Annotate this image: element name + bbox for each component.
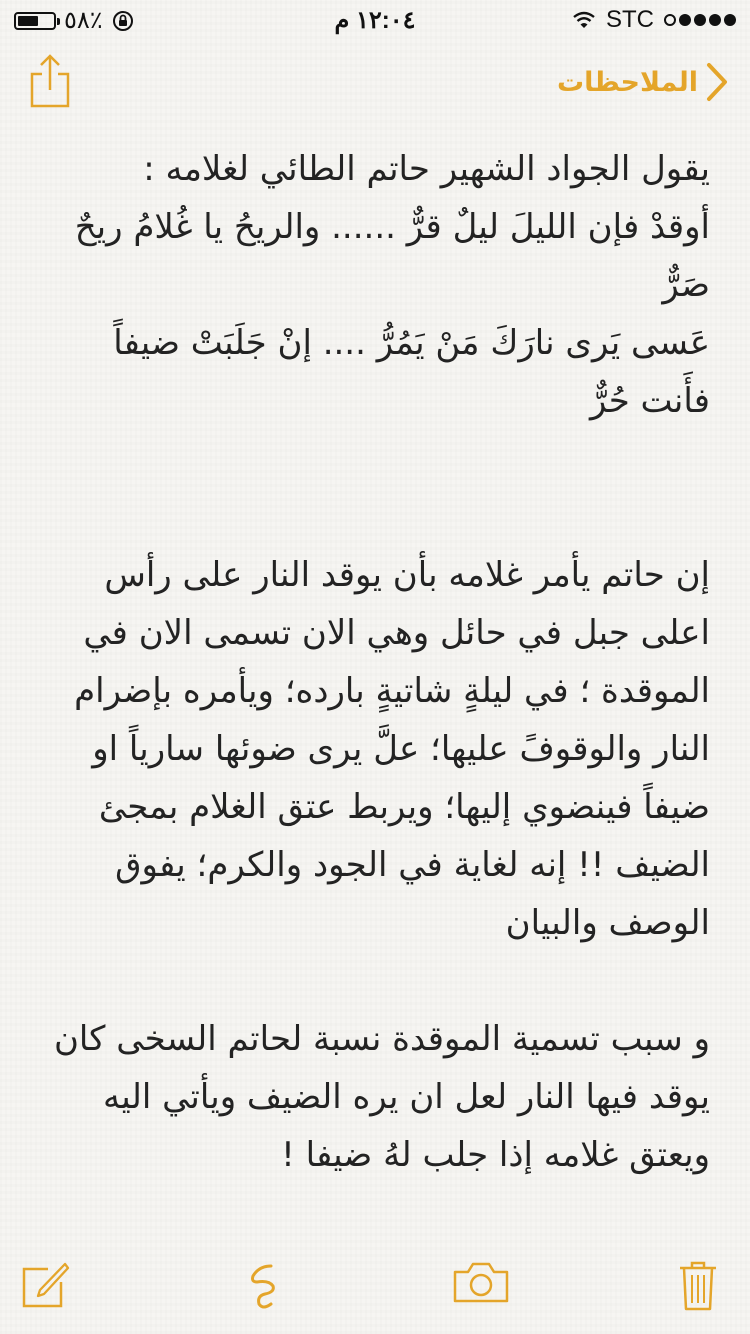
paragraph-2: و سبب تسمية الموقدة نسبة لحاتم السخى كان يوقد فيها النار لعل ان يره الضيف ويأتي اليه ويعتق غلامه إذا جلب لهُ ضيفا ! bbox=[53, 1019, 710, 1175]
back-button[interactable] bbox=[557, 62, 728, 102]
trash-icon bbox=[678, 1260, 718, 1312]
carrier-signal bbox=[572, 6, 736, 34]
sketch-icon bbox=[245, 1260, 285, 1312]
paragraph-1: إن حاتم يأمر غلامه بأن يوقد النار على رأس اعلى جبل في حائل وهي الان تسمى الان في الموقدة ؛ في ليلةٍ شاتيةٍ بارده؛ ويأمره بإضرام النار والوقوفً عليها؛ علَّ يرى ضوئها سارياً او ضيفاً فينضوي إليها؛ ويربط عتق الغلام بمجئ الضيف !! إنه لغاية في الجود والكرم؛ يفوق الوصف والبيان bbox=[74, 555, 710, 943]
carrier-name: STC bbox=[606, 6, 654, 33]
poem-intro: يقول الجواد الشهير حاتم الطائي لغلامه : bbox=[143, 149, 710, 189]
back-label: الملاحظات bbox=[556, 66, 698, 98]
chevron-right-icon bbox=[706, 62, 728, 102]
poem-line-2: عَسى يَرى نارَكَ مَنْ يَمُرُّ .... إنْ جَلَبَتْ ضيفاً فأَنت حُرٌّ bbox=[113, 323, 710, 421]
delete-button[interactable] bbox=[678, 1260, 718, 1316]
compose-button[interactable] bbox=[20, 1260, 70, 1314]
sketch-button[interactable] bbox=[245, 1260, 285, 1316]
battery-percentage: ٥٨٪ bbox=[64, 7, 103, 34]
note-body[interactable] bbox=[40, 140, 710, 1184]
camera-icon bbox=[452, 1260, 510, 1304]
bottom-toolbar bbox=[0, 1260, 750, 1320]
signal-strength-icon bbox=[664, 14, 736, 26]
share-button[interactable] bbox=[28, 54, 72, 112]
compose-icon bbox=[20, 1260, 70, 1310]
wifi-icon bbox=[572, 10, 596, 30]
camera-button[interactable] bbox=[452, 1260, 510, 1308]
status-bar bbox=[0, 0, 750, 40]
poem-line-1: أوقدْ فإن الليلَ ليلٌ قرٌّ ...... والريحُ يا غُلامُ ريحٌ صَرٌّ bbox=[74, 207, 710, 305]
status-time: ١٢:٠٤ م bbox=[334, 7, 416, 34]
share-icon bbox=[28, 54, 72, 108]
